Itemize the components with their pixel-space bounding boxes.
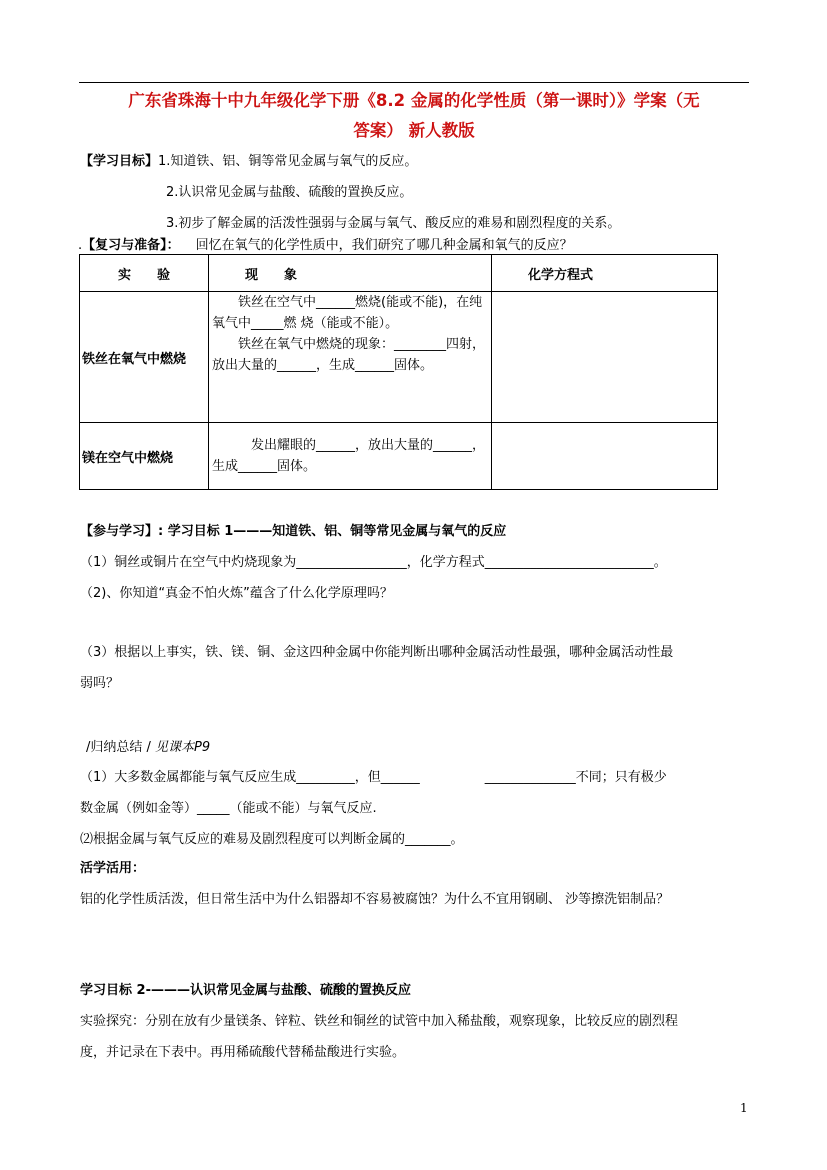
apply-heading: 活学活用： — [80, 861, 146, 876]
document-title-line2: 答案） 新人教版 — [353, 121, 475, 140]
phenomenon-line: 发出耀眼的______，放出大量的______，生成______固体。 — [212, 438, 486, 474]
summary-2: ⑵根据金属与氧气反应的难易及剧烈程度可以判断金属的_______。 — [80, 832, 464, 847]
summary-1-line1: （1）大多数金属都能与氧气反应生成_________，但______ ______________不同；只有极少 — [80, 770, 667, 785]
review-table — [79, 254, 718, 490]
question-1: （1）铜丝或铜片在空气中灼烧现象为_________________，化学方程式__________________________。 — [80, 555, 667, 570]
apply-question: 铝的化学性质活泼，但日常生活中为什么铝器却不容易被腐蚀？为什么不宜用钢刷、 沙等擦洗铝制品？ — [80, 892, 670, 907]
question-3-line2: 弱吗？ — [80, 676, 120, 691]
equation-magnesium — [492, 423, 718, 490]
summary-label: /归纳总结 / — [86, 740, 156, 755]
header-rule — [79, 82, 749, 83]
table-row — [80, 423, 718, 490]
phenomenon-iron-wire — [209, 292, 492, 423]
table-header-row — [80, 255, 718, 292]
goal-2-heading: 学习目标 2-———认识常见金属与盐酸、硫酸的置换反应 — [80, 983, 411, 998]
learning-goal-2: 2.认识常见金属与盐酸、硫酸的置换反应。 — [166, 185, 413, 200]
review-prefix: . — [78, 238, 83, 253]
summary-reference: 见课本P9 — [155, 740, 211, 755]
summary-heading — [86, 736, 210, 755]
question-3-line1: （3）根据以上事实，铁、镁、铜、金这四种金属中你能判断出哪种金属活动性最强，哪种金属活动性最 — [80, 645, 674, 660]
goal-2-line2: 度，并记录在下表中。再用稀硫酸代替稀盐酸进行实验。 — [80, 1045, 406, 1060]
learning-goals-label: 【学习目标】 — [80, 154, 159, 169]
learning-goal-3: 3.初步了解金属的活泼性强弱与金属与氧气、酸反应的难易和剧烈程度的关系。 — [166, 216, 621, 231]
summary-1-line2: 数金属（例如金等）_____（能或不能）与氧气反应. — [80, 801, 377, 816]
experiment-iron-wire: 铁丝在氧气中燃烧 — [80, 292, 209, 423]
goal-2-line1: 实验探究：分别在放有少量镁条、锌粒、铁丝和铜丝的试管中加入稀盐酸，观察现象，比较反应的剧烈程 — [80, 1014, 679, 1029]
review-question: 回忆在氧气的化学性质中，我们研究了哪几种金属和氧气的反应？ — [195, 238, 573, 253]
phenomenon-line: 铁丝在氧气中燃烧的现象：________四射，放出大量的______，生成______固体。 — [212, 337, 486, 373]
page-number: 1 — [740, 1101, 748, 1115]
experiment-magnesium: 镁在空气中燃烧 — [80, 423, 209, 490]
table-row — [80, 292, 718, 423]
learning-goals-line1 — [80, 150, 417, 169]
phenomenon-line: 铁丝在空气中______燃烧(能或不能)，在纯氧气中_____燃 烧（能或不能）。 — [212, 295, 483, 331]
learning-goal-1: 1.知道铁、铝、铜等常见金属与氧气的反应。 — [158, 154, 418, 169]
participate-heading: 【参与学习】: 学习目标 1———知道铁、铝、铜等常见金属与氧气的反应 — [80, 524, 507, 539]
document-title-line1: 广东省珠海十中九年级化学下册《8.2 金属的化学性质（第一课时）》学案（无 — [128, 91, 700, 110]
header-experiment: 实 验 — [80, 255, 209, 292]
review-label: 【复习与准备】： — [82, 238, 180, 253]
question-2: （2)、你知道“真金不怕火炼”蕴含了什么化学原理吗？ — [80, 586, 393, 601]
equation-iron-wire — [492, 292, 718, 423]
header-phenomenon: 现 象 — [209, 255, 492, 292]
review-line — [78, 234, 573, 253]
header-equation: 化学方程式 — [492, 255, 718, 292]
phenomenon-magnesium — [209, 423, 492, 490]
